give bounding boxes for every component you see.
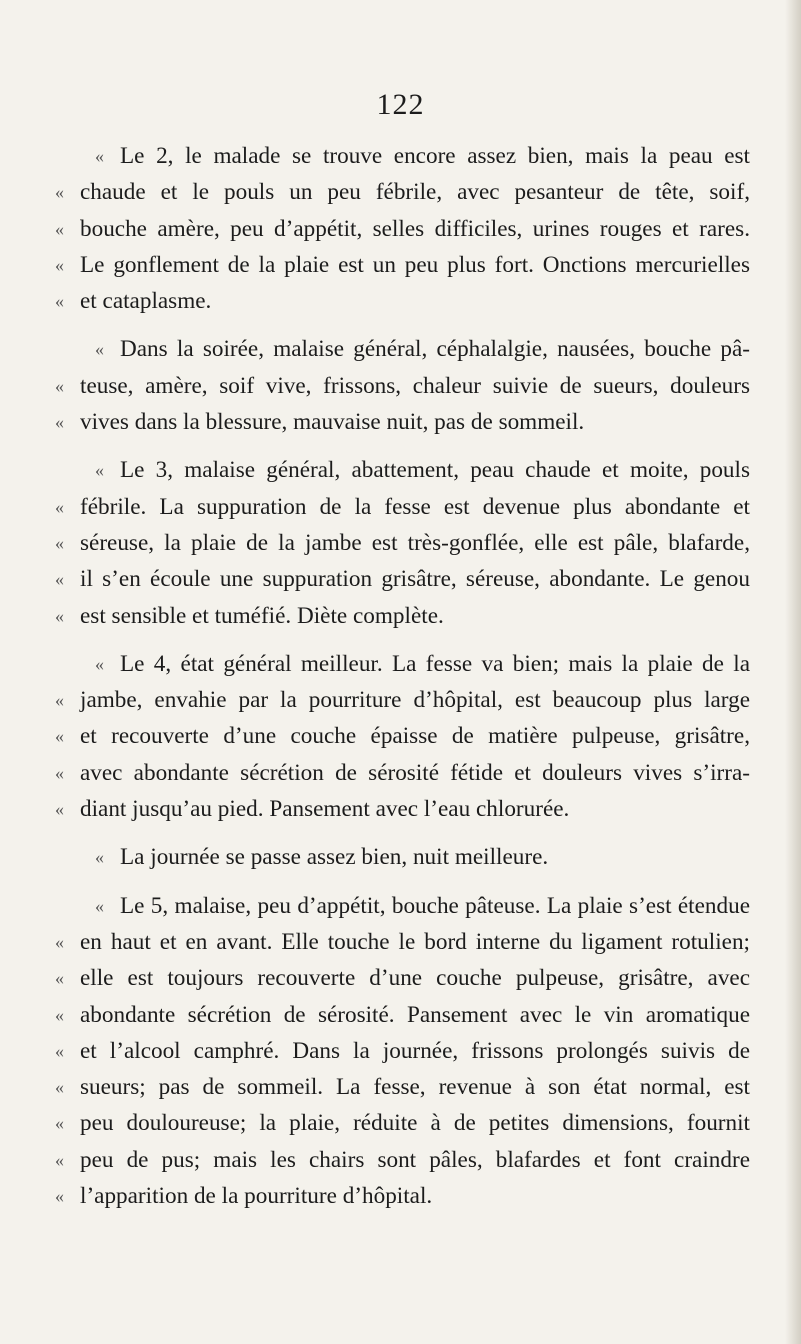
text-line: [55, 1105, 750, 1141]
line-text: et recouverte d’une couche épaisse de matière pulpeuse, grisâtre,: [80, 723, 750, 750]
text-line: [80, 646, 750, 682]
quote-mark: «: [95, 146, 104, 166]
text-line: [55, 997, 750, 1033]
line-text: abondante sécrétion de sérosité. Pansement avec le vin aromatique: [80, 1001, 750, 1028]
quote-mark: «: [55, 968, 64, 989]
line-text: en haut et en avant. Elle touche le bord interne du ligament rotulien;: [80, 928, 750, 955]
line-text: est sensible et tuméfié. Diète complète.: [80, 602, 444, 629]
quote-mark: «: [95, 653, 104, 674]
line-text: jambe, envahie par la pourriture d’hôpital, est beaucoup plus large: [80, 687, 750, 714]
text-line: [55, 404, 750, 440]
text-line: [80, 839, 750, 875]
quote-mark: «: [95, 895, 104, 916]
text-line: [80, 888, 750, 924]
text-line: [55, 368, 750, 404]
quote-mark: «: [55, 799, 64, 820]
line-text: diant jusqu’au pied. Pansement avec l’eau chlorurée.: [80, 796, 570, 823]
body-text: [55, 138, 750, 1226]
text-line: [80, 452, 750, 488]
text-line: [55, 924, 750, 960]
text-line: [55, 561, 750, 597]
text-line: [55, 283, 750, 319]
quote-mark: «: [95, 339, 104, 360]
line-text: sueurs; pas de sommeil. La fesse, revenue à son état normal, est: [80, 1074, 750, 1101]
text-line: [55, 718, 750, 754]
quote-mark: «: [55, 1149, 64, 1170]
page-number: 122: [376, 88, 425, 121]
quote-mark: «: [55, 690, 64, 711]
quote-mark: «: [55, 291, 64, 312]
line-text: il s’en écoule une suppuration grisâtre, séreuse, abondante. Le genou: [80, 566, 750, 593]
line-text: Dans la soirée, malaise général, céphalalgie, nausées, bouche pâ-: [120, 336, 750, 363]
quote-mark: «: [55, 1040, 64, 1061]
paragraph: [55, 888, 750, 1215]
line-text: séreuse, la plaie de la jambe est très-gonflée, elle est pâle, blafarde,: [80, 529, 750, 556]
line-text: vives dans la blessure, mauvaise nuit, pas de sommeil.: [80, 409, 585, 436]
paragraph: [55, 138, 750, 319]
quote-mark: «: [55, 496, 64, 517]
line-text: teuse, amère, soif vive, frissons, chaleur suivie de sueurs, douleurs: [80, 372, 750, 399]
text-line: [55, 247, 750, 283]
line-text: Le 3, malaise général, abattement, peau chaude et moite, pouls: [120, 457, 750, 484]
text-line: [55, 489, 750, 525]
quote-mark: «: [55, 412, 64, 433]
quote-mark: «: [95, 847, 104, 868]
quote-mark: «: [95, 460, 104, 481]
quote-mark: «: [55, 931, 64, 952]
line-text: peu de pus; mais les chairs sont pâles, blafardes et font craindre: [80, 1146, 750, 1173]
line-text: et l’alcool camphré. Dans la journée, frissons prolongés suivis de: [80, 1037, 750, 1064]
text-line: [55, 1178, 750, 1214]
text-line: [55, 1069, 750, 1105]
quote-mark: «: [55, 605, 64, 626]
text-line: [55, 1033, 750, 1069]
paragraph: [55, 646, 750, 827]
text-line: [55, 211, 750, 247]
line-text: Le 2, le malade se trouve encore assez bien, mais la peau est: [120, 143, 750, 169]
quote-mark: «: [55, 569, 64, 590]
page-edge-shadow: [785, 0, 801, 1344]
text-line: [55, 598, 750, 634]
paragraph: [80, 839, 750, 875]
line-text: La journée se passe assez bien, nuit meilleure.: [120, 844, 549, 871]
text-line: [55, 960, 750, 996]
quote-mark: «: [55, 1186, 64, 1207]
quote-mark: «: [55, 375, 64, 396]
quote-mark: «: [55, 762, 64, 783]
line-text: Le 5, malaise, peu d’appétit, bouche pâteuse. La plaie s’est étendue: [120, 892, 750, 919]
quote-mark: «: [55, 1077, 64, 1098]
paragraph: [55, 331, 750, 440]
quote-mark: «: [55, 1113, 64, 1134]
quote-mark: «: [55, 182, 64, 203]
text-line: [55, 174, 750, 210]
text-line: [80, 331, 750, 367]
line-text: Le 4, état général meilleur. La fesse va bien; mais la plaie de la: [120, 650, 750, 677]
text-line: [80, 138, 750, 174]
quote-mark: «: [55, 1004, 64, 1025]
quote-mark: «: [55, 726, 64, 747]
quote-mark: «: [55, 218, 64, 239]
text-line: [55, 791, 750, 827]
quote-mark: «: [55, 532, 64, 553]
text-line: [55, 682, 750, 718]
line-text: elle est toujours recouverte d’une couche pulpeuse, grisâtre, avec: [80, 965, 750, 992]
line-text: avec abondante sécrétion de sérosité fétide et douleurs vives s’irra-: [80, 759, 750, 786]
line-text: et cataplasme.: [80, 288, 212, 315]
line-text: Le gonflement de la plaie est un peu plus fort. Onctions mercurielles: [80, 251, 750, 278]
text-line: [55, 525, 750, 561]
text-line: [55, 755, 750, 791]
line-text: l’apparition de la pourriture d’hôpital.: [80, 1183, 433, 1210]
line-text: chaude et le pouls un peu fébrile, avec pesanteur de tête, soif,: [80, 179, 750, 206]
line-text: peu douloureuse; la plaie, réduite à de petites dimensions, fournit: [80, 1110, 750, 1137]
line-text: bouche amère, peu d’appétit, selles difficiles, urines rouges et rares.: [80, 215, 750, 242]
paragraph: [55, 452, 750, 633]
text-line: [55, 1142, 750, 1178]
line-text: fébrile. La suppuration de la fesse est devenue plus abondante et: [80, 493, 750, 520]
quote-mark: «: [55, 254, 64, 275]
